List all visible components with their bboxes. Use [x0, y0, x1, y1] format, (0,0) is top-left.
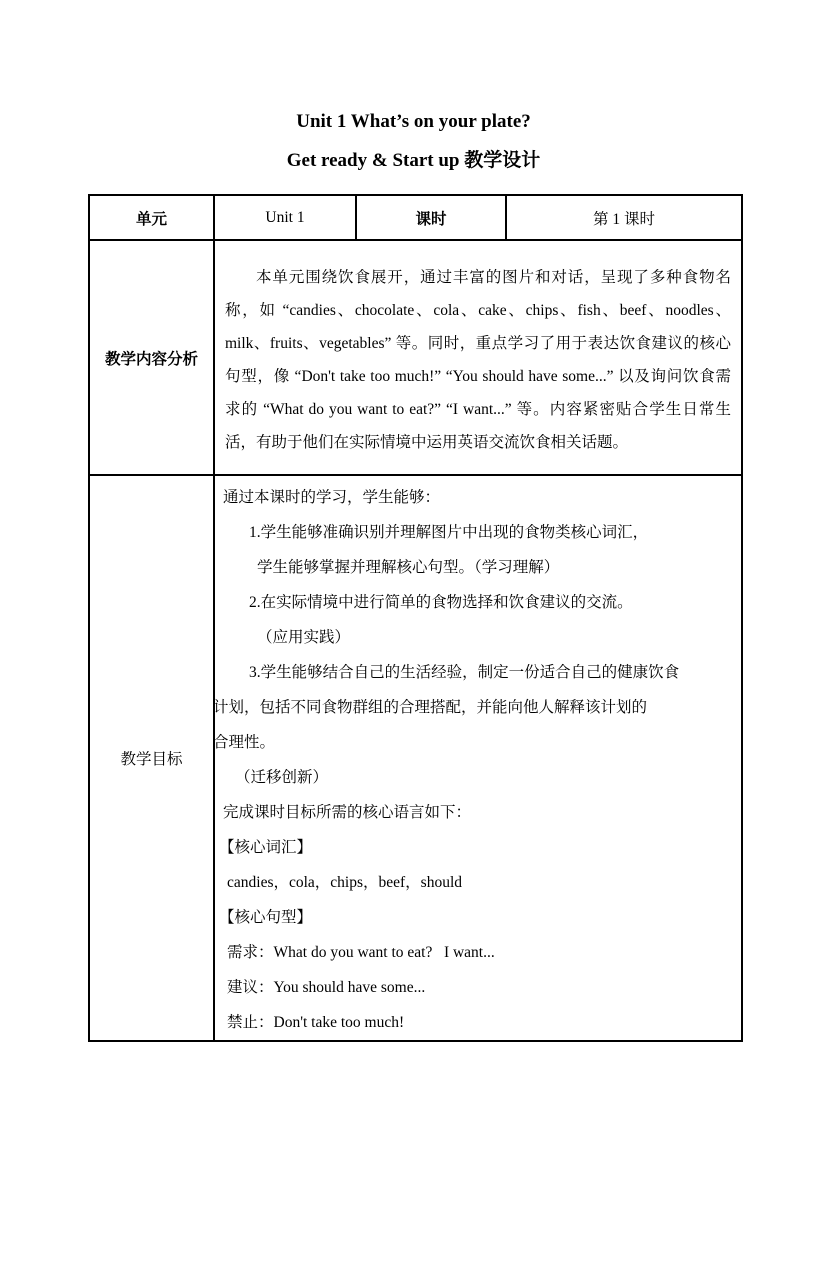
sentence-prohibition-line: 禁止：Don't take too much! [227, 1014, 405, 1031]
document-title [0, 102, 827, 180]
table-row-content-analysis [89, 240, 742, 475]
period-label-cell: 课时 [356, 195, 506, 240]
document-page [0, 102, 827, 1271]
content-analysis-body-cell [214, 240, 742, 475]
lesson-plan-table [88, 194, 743, 1042]
core-sentences-heading: 【核心句型】 [219, 909, 313, 926]
title-line-chinese: Get ready & Start up 教学设计 [286, 150, 541, 171]
objective-item-3-tag: （迁移创新） [235, 769, 329, 786]
objective-item-2-tag: （应用实践） [257, 629, 351, 646]
content-analysis-label-cell: 教学内容分析 [89, 240, 214, 475]
objective-item-1: 1.学生能够准确识别并理解图片中出现的食物类核心词汇， [249, 524, 649, 541]
table-row-unit-period [89, 195, 742, 240]
title-line-english: Unit 1 What’s on your plate? [296, 111, 531, 132]
objective-item-3-cont-2: 合理性。 [213, 734, 276, 751]
content-analysis-paragraph: 本单元围绕饮食展开，通过丰富的图片和对话，呈现了多种食物名称，如 “candies、chocolate、cola、cake、chips、fish、beef、noodles、milk、fruits、vegetables” 等。同时，重点学习了用于表达饮食建议的核心句型，像 “Don't take too much!” “You should have some...” 以及询问饮食需求的 “What do you want to eat?” “I want...” 等。内容紧密贴合学生日常生活，有助于他们在实际情境中运用英语交流饮食相关话题。 [225, 269, 731, 451]
unit-label-cell: 单元 [89, 195, 214, 240]
objective-item-3-cont-1: 计划，包括不同食物群组的合理搭配，并能向他人解释该计划的 [213, 699, 648, 716]
objective-item-1-cont: 学生能够掌握并理解核心句型。（学习理解） [257, 559, 560, 576]
objectives-body-cell [214, 475, 742, 1041]
table-row-objectives [89, 475, 742, 1041]
unit-value-cell: Unit 1 [214, 195, 356, 240]
core-language-intro-line: 完成课时目标所需的核心语言如下： [223, 804, 472, 821]
sentence-suggestion-line: 建议：You should have some... [227, 979, 426, 996]
objectives-label-cell: 教学目标 [89, 475, 214, 1041]
core-vocabulary-list: candies，cola，chips，beef，should [227, 874, 463, 891]
objective-intro-line: 通过本课时的学习，学生能够： [223, 489, 441, 506]
period-value-cell: 第 1 课时 [506, 195, 742, 240]
objective-item-2: 2.在实际情境中进行简单的食物选择和饮食建议的交流。 [249, 594, 633, 611]
sentence-demand-line: 需求：What do you want to eat? I want... [227, 944, 495, 961]
objective-item-3: 3.学生能够结合自己的生活经验，制定一份适合自己的健康饮食 [249, 664, 680, 681]
core-vocabulary-heading: 【核心词汇】 [219, 839, 313, 856]
